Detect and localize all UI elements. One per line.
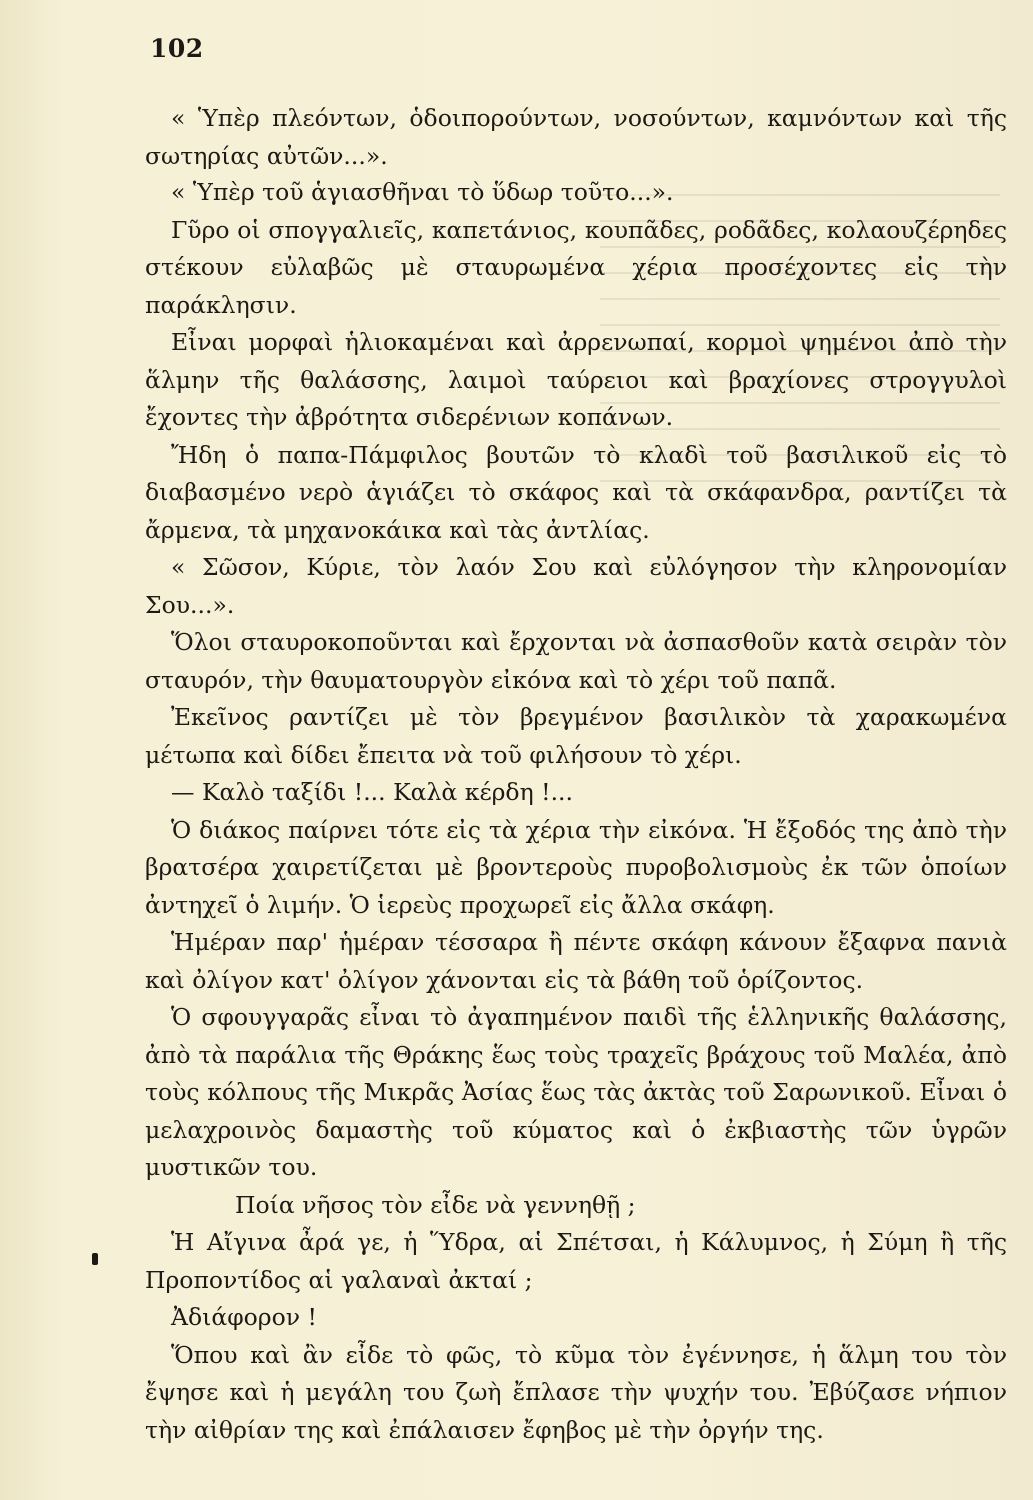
paragraph: Γῦρο οἱ σπογγαλιεῖς, καπετάνιος, κουπᾶδες, ροδᾶδες, κολαουζέρηδες στέκουν εὐλαβῶς μὲ σταυρωμένα χέρια προσέχοντες εἰς τὴν παράκλησιν. bbox=[145, 215, 1007, 319]
paragraph: Ἐκεῖνος ραντίζει μὲ τὸν βρεγμένον βασιλικὸν τὰ χαρακωμένα μέτωπα καὶ δίδει ἔπειτα νὰ τοῦ φιλήσουν τὸ χέρι. bbox=[145, 703, 1007, 769]
paragraph: Ὅλοι σταυροκοποῦνται καὶ ἔρχονται νὰ ἀσπασθοῦν κατὰ σειρὰν τὸν σταυρόν, τὴν θαυματουργὸν εἰκόνα καὶ τὸ χέρι τοῦ παπᾶ. bbox=[145, 628, 1007, 694]
paragraph: Ἀδιάφορον ! bbox=[171, 1303, 317, 1331]
body-text bbox=[145, 100, 1007, 1449]
paragraph: « Ὑπὲρ τοῦ ἁγιασθῆναι τὸ ὕδωρ τοῦτο...». bbox=[171, 178, 674, 206]
paragraph: Ἡμέραν παρ' ἡμέραν τέσσαρα ἢ πέντε σκάφη κάνουν ἔξαφνα πανιὰ καὶ ὀλίγον κατ' ὀλίγον χάνονται εἰς τὰ βάθη τοῦ ὁρίζοντος. bbox=[145, 928, 1007, 994]
paragraph: Ὅπου καὶ ἂν εἶδε τὸ φῶς, τὸ κῦμα τὸν ἐγέννησε, ἡ ἅλμη του τὸν ἔψησε καὶ ἡ μεγάλη του ζωὴ ἔπλασε τὴν ψυχήν του. Ἐβύζασε νήπιον τὴν αἰθρίαν της καὶ ἐπάλαισεν ἔφηβος μὲ τὴν ὀργήν της. bbox=[145, 1340, 1007, 1444]
dialogue-line: — Καλὸ ταξίδι !... Καλὰ κέρδη !... bbox=[171, 778, 573, 806]
paragraph: Ὁ διάκος παίρνει τότε εἰς τὰ χέρια τὴν εἰκόνα. Ἡ ἔξοδός της ἀπὸ τὴν βρατσέρα χαιρετίζεται μὲ βροντεροὺς πυροβολισμοὺς ἐκ τῶν ὁποίων ἀντηχεῖ ὁ λιμήν. Ὁ ἱερεὺς προχωρεῖ εἰς ἄλλα σκάφη. bbox=[145, 815, 1007, 919]
paragraph: « Ὑπὲρ πλεόντων, ὁδοιπορούντων, νοσούντων, καμνόντων καὶ τῆς σωτηρίας αὐτῶν...». bbox=[145, 104, 1007, 170]
paragraph: Ἤδη ὁ παπα-Πάμφιλος βουτῶν τὸ κλαδὶ τοῦ βασιλικοῦ εἰς τὸ διαβασμένο νερὸ ἁγιάζει τὸ σκάφος καὶ τὰ σκάφανδρα, ραντίζει τὰ ἄρμενα, τὰ μηχανοκάικα καὶ τὰς ἀντλίας. bbox=[145, 440, 1007, 544]
paragraph: Ποία νῆσος τὸν εἶδε νὰ γεννηθῇ ; bbox=[235, 1190, 636, 1219]
paragraph: Εἶναι μορφαὶ ἡλιοκαμέναι καὶ ἀρρενωπαί, κορμοὶ ψημένοι ἀπὸ τὴν ἅλμην τῆς θαλάσσης, λαιμοὶ ταύρειοι καὶ βραχίονες στρογγυλοὶ ἔχοντες τὴν ἀβρότητα σιδερένιων κοπάνων. bbox=[145, 328, 1007, 431]
margin-mark bbox=[92, 1253, 98, 1265]
page-number: 102 bbox=[150, 34, 204, 63]
paragraph: Ὁ σφουγγαρᾶς εἶναι τὸ ἀγαπημένον παιδὶ τῆς ἑλληνικῆς θαλάσσης, ἀπὸ τὰ παράλια τῆς Θράκης ἕως τοὺς τραχεῖς βράχους τοῦ Μαλέα, ἀπὸ τοὺς κόλπους τῆς Μικρᾶς Ἀσίας ἕως τὰς ἀκτὰς τοῦ Σαρωνικοῦ. Εἶναι ὁ μελαχροινὸς δαμαστὴς τοῦ κύματος καὶ ὁ ἐκβιαστὴς τῶν ὑγρῶν μυστικῶν του. bbox=[145, 1003, 1007, 1181]
paragraph: « Σῶσον, Κύριε, τὸν λαόν Σου καὶ εὐλόγησον τὴν κληρονομίαν Σου...». bbox=[145, 553, 1007, 619]
paragraph: Ἡ Αἴγινα ἆρά γε, ἡ Ὕδρα, αἱ Σπέτσαι, ἡ Κάλυμνος, ἡ Σύμη ἢ τῆς Προποντίδος αἱ γαλαναὶ ἀκταί ; bbox=[145, 1228, 1007, 1294]
